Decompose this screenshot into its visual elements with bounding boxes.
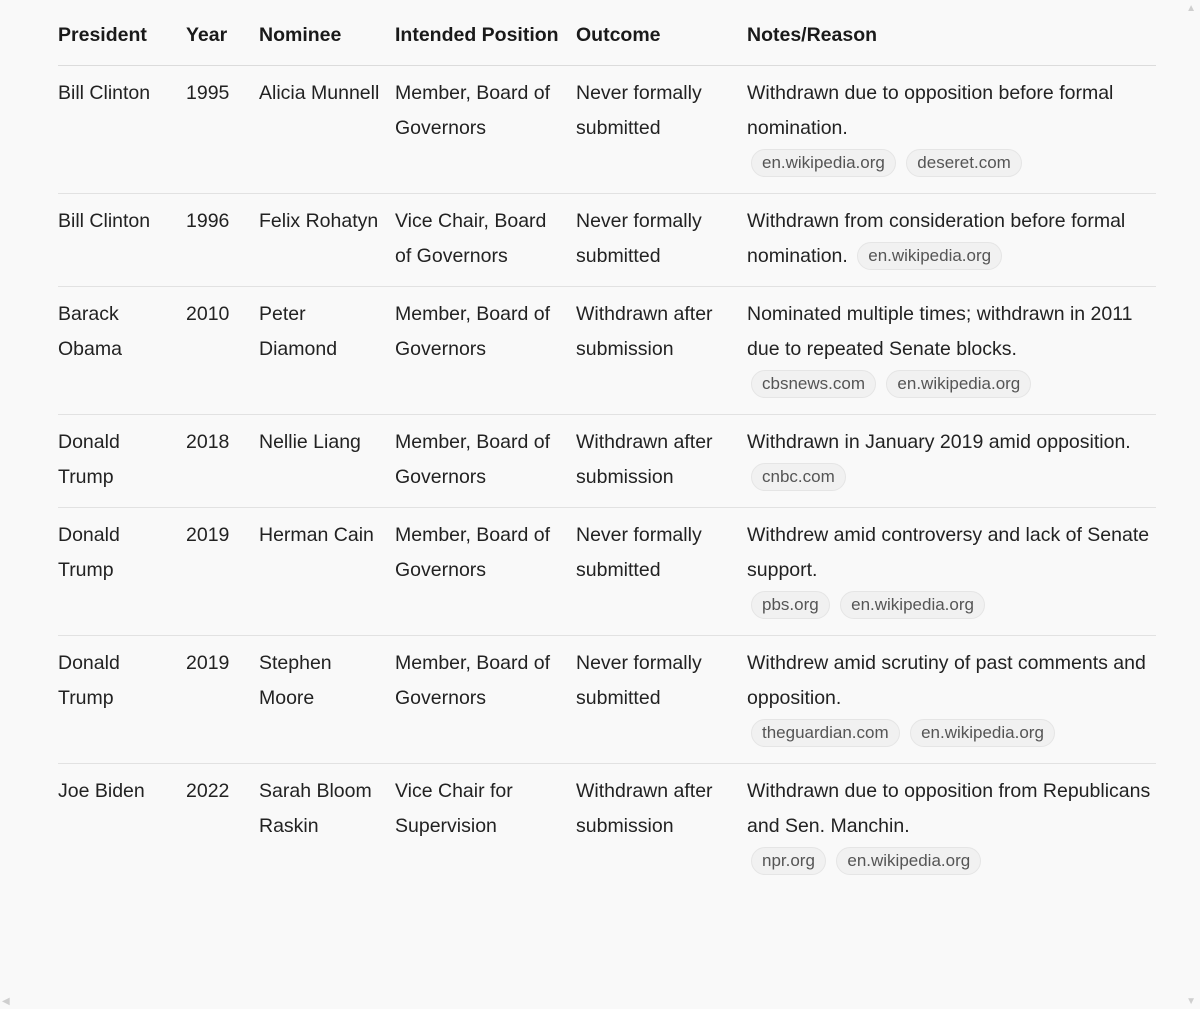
table-row [58,415,1156,508]
source-chip[interactable]: en.wikipedia.org [836,847,981,875]
cell-notes [747,194,1156,287]
cell-year: 2019 [186,636,259,764]
cell-nominee: Nellie Liang [259,415,395,508]
column-header-president: President [58,18,186,66]
table-row [58,194,1156,287]
cell-nominee: Felix Rohatyn [259,194,395,287]
table-row [58,287,1156,415]
source-chip[interactable]: deseret.com [906,149,1022,177]
source-chip[interactable]: en.wikipedia.org [840,591,985,619]
cell-year: 2010 [186,287,259,415]
cell-notes [747,66,1156,194]
cell-notes [747,415,1156,508]
source-chip[interactable]: en.wikipedia.org [857,242,1002,270]
source-chip[interactable]: en.wikipedia.org [886,370,1031,398]
column-header-nominee: Nominee [259,18,395,66]
source-chip[interactable]: en.wikipedia.org [751,149,896,177]
cell-outcome: Withdrawn after submission [576,415,747,508]
cell-nominee: Herman Cain [259,508,395,636]
cell-position: Member, Board of Governors [395,66,576,194]
cell-notes [747,287,1156,415]
cell-position: Member, Board of Governors [395,415,576,508]
cell-outcome: Never formally submitted [576,636,747,764]
cell-president: Donald Trump [58,508,186,636]
source-chips [747,716,1156,751]
table-header-row [58,18,1156,66]
cell-nominee: Peter Diamond [259,287,395,415]
notes-text: Withdrawn due to opposition from Republicans and Sen. Manchin. [747,780,1151,837]
notes-text: Nominated multiple times; withdrawn in 2011 due to repeated Senate blocks. [747,303,1133,360]
notes-text: Withdrawn from consideration before formal nomination. [747,210,1126,267]
cell-year: 2019 [186,508,259,636]
table-row [58,764,1156,892]
scroll-down-arrow-icon[interactable]: ▼ [1186,996,1196,1007]
cell-nominee: Stephen Moore [259,636,395,764]
source-chip[interactable]: npr.org [751,847,826,875]
cell-president: Bill Clinton [58,66,186,194]
cell-position: Vice Chair, Board of Governors [395,194,576,287]
cell-year: 2022 [186,780,230,802]
cell-year: 1995 [186,66,259,194]
notes-text: Withdrawn in January 2019 amid opposition. [747,431,1131,453]
cell-position: Member, Board of Governors [395,287,576,415]
cell-president: Donald Trump [58,415,186,508]
table-row [58,508,1156,636]
cell-president: Joe Biden [58,780,145,802]
cell-president: Barack Obama [58,287,186,415]
column-header-notes: Notes/Reason [747,18,1156,66]
source-chips [747,844,1156,879]
source-chips [747,367,1156,402]
cell-nominee: Sarah Bloom Raskin [259,780,372,837]
source-chip[interactable]: cnbc.com [751,463,846,491]
notes-text: Withdrew amid scrutiny of past comments and opposition. [747,652,1146,709]
cell-outcome: Never formally submitted [576,194,747,287]
notes-text: Withdrew amid controversy and lack of Senate support. [747,524,1150,581]
source-chip[interactable]: cbsnews.com [751,370,876,398]
cell-outcome: Withdrawn after submission [576,287,747,415]
notes-text: Withdrawn due to opposition before formal nomination. [747,82,1114,139]
cell-position: Vice Chair for Supervision [395,780,513,837]
cell-year: 1996 [186,194,259,287]
source-chips [747,146,1156,181]
table-row [58,636,1156,764]
cell-outcome: Never formally submitted [576,66,747,194]
table-row [58,66,1156,194]
cell-notes [747,636,1156,764]
source-chip[interactable]: en.wikipedia.org [910,719,1055,747]
cell-notes [747,764,1156,892]
nominations-table-container [58,18,1156,891]
cell-outcome: Never formally submitted [576,508,747,636]
cell-position: Member, Board of Governors [395,636,576,764]
cell-president: Donald Trump [58,636,186,764]
column-header-outcome: Outcome [576,18,747,66]
withdrawn-fed-nominations-table [58,18,1156,891]
source-chip[interactable]: theguardian.com [751,719,900,747]
cell-president: Bill Clinton [58,194,186,287]
source-chip[interactable]: pbs.org [751,591,830,619]
cell-outcome: Withdrawn after submission [576,780,713,837]
cell-nominee: Alicia Munnell [259,66,395,194]
cell-year: 2018 [186,415,259,508]
scroll-up-arrow-icon[interactable]: ▲ [1186,3,1196,14]
column-header-intended-position: Intended Position [395,18,576,66]
cell-position: Member, Board of Governors [395,508,576,636]
column-header-year: Year [186,18,259,66]
scroll-left-arrow-icon[interactable]: ◀ [2,996,10,1007]
cell-notes [747,508,1156,636]
source-chips [747,588,1156,623]
